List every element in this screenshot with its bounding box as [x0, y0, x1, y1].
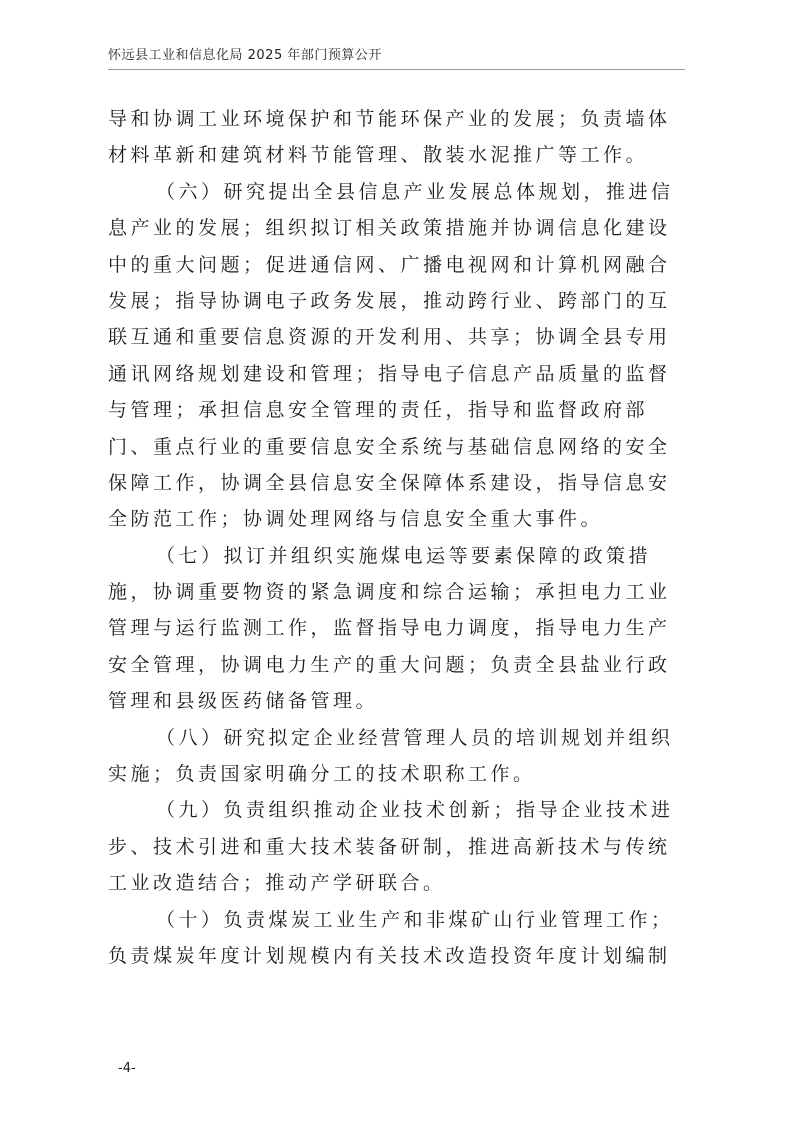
text-line: 负责煤炭年度计划规模内有关技术改造投资年度计划编制: [108, 944, 671, 967]
text-line: 通讯网络规划建设和管理；指导电子信息产品质量的监督: [108, 362, 671, 385]
header-divider: [108, 69, 685, 70]
text-line: 门、重点行业的重要信息安全系统与基础信息网络的安全: [108, 435, 671, 458]
text-line: 安全管理，协调电力生产的重大问题；负责全县盐业行政: [108, 653, 671, 676]
text-line: 管理和县级医药储备管理。: [108, 690, 379, 713]
text-line: 保障工作，协调全县信息安全保障体系建设，指导信息安: [108, 471, 671, 494]
text-line: （七）拟订并组织实施煤电运等要素保障的政策措: [156, 544, 652, 567]
text-line: 与管理；承担信息安全管理的责任，指导和监督政府部: [108, 399, 649, 422]
text-line: （十）负责煤炭工业生产和非煤矿山行业管理工作；: [156, 908, 674, 931]
text-line: （六）研究提出全县信息产业发展总体规划，推进信: [156, 180, 674, 203]
text-line: 材料革新和建筑材料节能管理、散装水泥推广等工作。: [108, 144, 649, 167]
text-line: 实施；负责国家明确分工的技术职称工作。: [108, 763, 536, 786]
text-line: 步、技术引进和重大技术装备研制，推进高新技术与传统: [108, 835, 671, 858]
running-header: 怀远县工业和信息化局 2025 年部门预算公开: [108, 48, 382, 63]
text-line: 施，协调重要物资的紧急调度和综合运输；承担电力工业: [108, 581, 671, 604]
page-number: -4-: [118, 1061, 136, 1076]
text-line: （九）负责组织推动企业技术创新；指导企业技术进: [156, 799, 674, 822]
text-line: 联互通和重要信息资源的开发利用、共享；协调全县专用: [108, 326, 671, 349]
body-text: [108, 101, 685, 974]
text-line: 中的重大问题；促进通信网、广播电视网和计算机网融合: [108, 253, 671, 276]
text-line: （八）研究拟定企业经营管理人员的培训规划并组织: [156, 726, 674, 749]
text-line: 管理与运行监测工作，监督指导电力调度，指导电力生产: [108, 617, 671, 640]
text-line: 发展；指导协调电子政务发展，推动跨行业、跨部门的互: [108, 289, 671, 312]
text-line: 工业改造结合；推动产学研联合。: [108, 872, 446, 895]
text-line: 全防范工作；协调处理网络与信息安全重大事件。: [108, 508, 604, 531]
text-line: 息产业的发展；组织拟订相关政策措施并协调信息化建设: [108, 217, 671, 240]
text-line: 导和协调工业环境保护和节能环保产业的发展；负责墙体: [108, 108, 671, 130]
